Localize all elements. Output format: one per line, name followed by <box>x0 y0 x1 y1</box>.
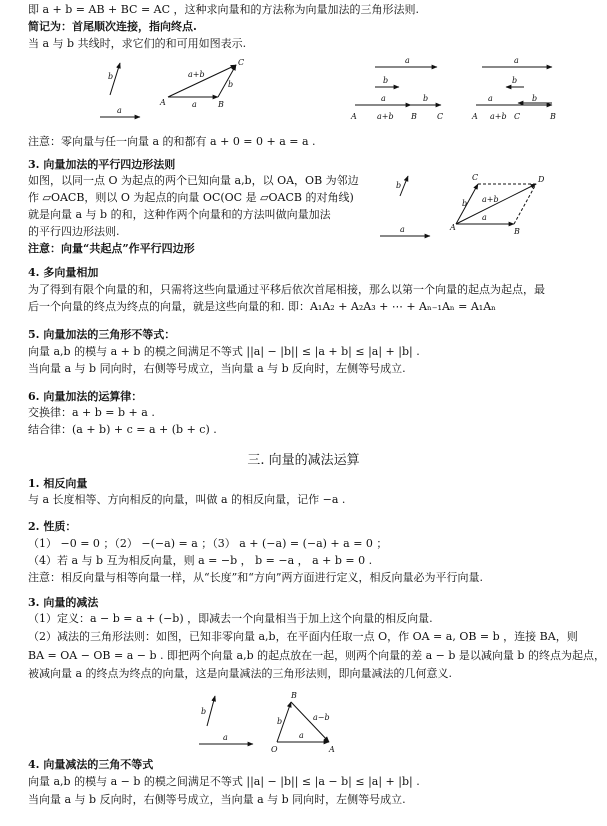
point-B: B <box>550 112 556 121</box>
label-a: a <box>400 225 405 234</box>
text-line: （4）若 a 与 b 互为相反向量，则 a = −b ， b = −a ， a + b = 0 . <box>28 554 373 567</box>
text-line: （2）减法的三角形法则：如图，已知非零向量 a,b，在平面内任取一点 O，作 OA = a, OB = b ，连接 BA，则 <box>28 630 578 643</box>
label-ab: a+b <box>188 70 205 79</box>
section-title: 3. 向量加法的平行四边形法则 <box>28 158 176 171</box>
label-b: b <box>108 72 114 81</box>
label-b: b <box>383 76 389 85</box>
label-a: a <box>117 106 122 115</box>
text-line: 与 a 长度相等、方向相反的向量，叫做 a 的相反向量，记作 −a . <box>28 493 346 506</box>
point-A: A <box>329 745 335 754</box>
text-line: 如图，以同一点 O 为起点的两个已知向量 a,b，以 OA，OB 为邻边 <box>28 174 359 187</box>
subtraction-figure <box>195 688 345 754</box>
vector-BC <box>218 65 236 97</box>
label-a2: a <box>192 100 197 109</box>
label-b: b <box>512 76 518 85</box>
text-line: （1）定义：a − b = a + (−b) ，即减去一个向量相当于加上这个向量的相反向量. <box>28 612 433 625</box>
text-line: 向量 a,b 的模与 a + b 的模之间满足不等式 ||a| − |b|| ≤ |a + b| ≤ |a| + |b| . <box>28 345 420 358</box>
text-line: 当向量 a 与 b 反向时，右侧等号成立，当向量 a 与 b 同向时，左侧等号成立. <box>28 793 406 806</box>
point-O: O <box>271 745 278 754</box>
label-b2: b <box>532 94 538 103</box>
point-C: C <box>514 112 521 121</box>
label-a: a <box>405 56 410 65</box>
point-A: A <box>472 112 478 121</box>
point-A: A <box>351 112 357 121</box>
point-B: B <box>411 112 417 121</box>
point-C: C <box>238 58 245 67</box>
collinear-opposite-figure <box>470 55 580 125</box>
text-line: 的平行四边形法则. <box>28 225 120 238</box>
text-line: 后一个向量的终点为终点的向量，就是这些向量的和. 即：A₁A₂ + A₂A₃ + ⋯ + Aₙ₋₁Aₙ = A₁Aₙ <box>28 300 496 313</box>
section-title: 4. 向量减法的三角不等式 <box>28 758 154 771</box>
text-line: 为了得到有限个向量的和，只需将这些向量通过平移后依次首尾相接，那么以第一个向量的起点为起点，最 <box>28 283 545 296</box>
point-A: A <box>450 223 456 232</box>
section-title: 6. 向量加法的运算律： <box>28 390 143 403</box>
point-C: C <box>472 173 479 182</box>
label-b2: b <box>423 94 429 103</box>
label-a2: a <box>381 94 386 103</box>
text-line: 交换律：a + b = b + a . <box>28 406 155 419</box>
point-A: A <box>160 98 166 107</box>
label-a2: a <box>299 731 304 740</box>
section-title: 2. 性质： <box>28 520 77 533</box>
section-title: 5. 向量加法的三角形不等式： <box>28 328 176 341</box>
label-b2: b <box>462 199 468 208</box>
label-b: b <box>201 707 207 716</box>
label-a2: a <box>482 213 487 222</box>
section-title: 3. 向量的减法 <box>28 596 99 609</box>
point-B: B <box>291 691 297 700</box>
summary-line: 简记为：首尾顺次连接，指向终点. <box>28 20 197 33</box>
text-line: 即 a + b = AB + BC = AC ，这种求向量和的方法称为向量加法的三角形法则. <box>28 3 420 16</box>
text-line: 当向量 a 与 b 同向时，右侧等号成立，当向量 a 与 b 反向时，左侧等号成立. <box>28 362 406 375</box>
text-line: 作 ▱OACB，则以 O 为起点的向量 OC(OC 是 ▱OACB 的对角线) <box>28 191 354 204</box>
section-title: 1. 相反向量 <box>28 477 88 490</box>
text-line: 向量 a,b 的模与 a − b 的模之间满足不等式 ||a| − |b|| ≤ |a − b| ≤ |a| + |b| . <box>28 775 420 788</box>
point-B: B <box>514 227 520 236</box>
point-B: B <box>218 100 224 109</box>
label-ab: a+b <box>377 112 394 121</box>
note-line: 注意：向量“共起点”作平行四边形 <box>28 242 195 255</box>
text-line: 当 a 与 b 共线时，求它们的和可用如图表示. <box>28 37 247 50</box>
label-ab: a+b <box>490 112 507 121</box>
label-b2: b <box>228 80 234 89</box>
label-a2: a <box>488 94 493 103</box>
text-line: 结合律：(a + b) + c = a + (b + c) . <box>28 423 217 436</box>
point-C: C <box>437 112 444 121</box>
note-line: 注意：零向量与任一向量 a 的和都有 a + 0 = 0 + a = a . <box>28 135 316 148</box>
section-title: 4. 多向量相加 <box>28 266 99 279</box>
text-line: （1） −0 = 0 ；（2） −(−a) = a ；（3） a + (−a) = (−a) + a = 0 ； <box>28 537 388 550</box>
label-amb: a−b <box>313 713 330 722</box>
text-line: BA = OA − OB = a − b . 即把两个向量 a,b 的起点放在一起，则两个向量的差 a − b 是以减向量 b 的终点为起点， <box>28 649 605 662</box>
note-line: 注意：相反向量与相等向量一样，从“长度”和“方向”两方面进行定义，相反向量必为平行向量. <box>28 571 483 584</box>
label-b: b <box>396 181 402 190</box>
text-line: 被减向量 a 的终点为终点的向量，这是向量减法的三角形法则，即向量减法的几何意义. <box>28 667 453 680</box>
label-b2: b <box>277 717 283 726</box>
label-a: a <box>514 56 519 65</box>
label-a: a <box>223 733 228 742</box>
label-ab: a+b <box>482 195 499 204</box>
collinear-same-figure <box>345 55 455 125</box>
point-D: D <box>538 175 545 184</box>
triangle-rule-figure <box>70 55 250 125</box>
part-heading: 三. 向量的减法运算 <box>247 453 360 468</box>
parallelogram-figure <box>370 168 580 243</box>
text-line: 就是向量 a 与 b 的和，这种作两个向量和的方法叫做向量加法 <box>28 208 331 221</box>
